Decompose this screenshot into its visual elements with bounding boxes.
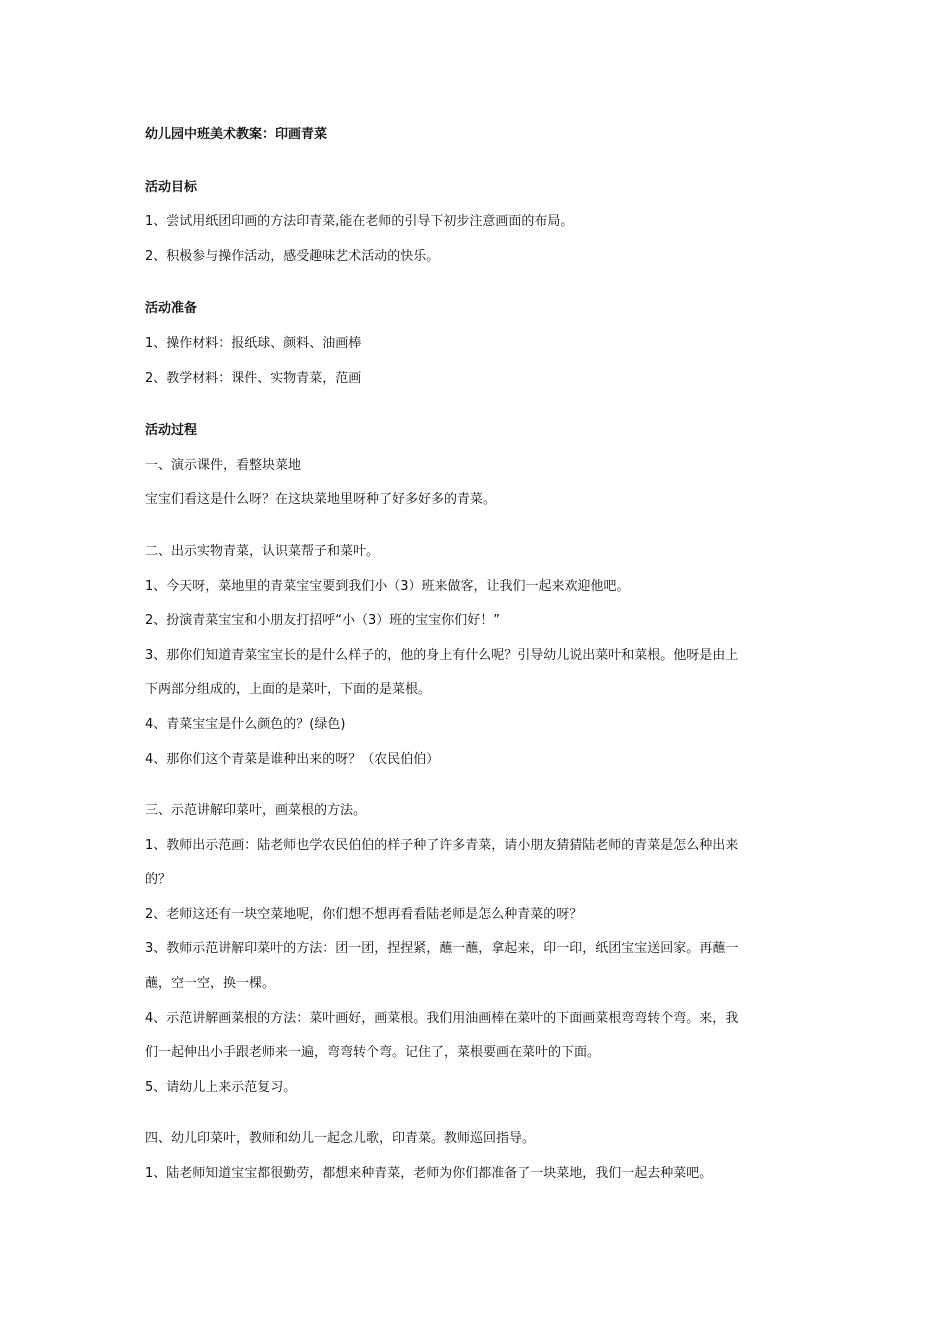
- document-title: 幼儿园中班美术教案：印画青菜: [145, 127, 328, 142]
- prep-item: 2、教学材料：课件、实物青菜，范画: [145, 370, 362, 386]
- process-line: 4、示范讲解画菜根的方法：菜叶画好，画菜根。我们用油画棒在菜叶的下面画菜根弯弯转个弯。来，我: [145, 1010, 739, 1026]
- process-line: 们一起伸出小手跟老师来一遍，弯弯转个弯。记住了，菜根要画在菜叶的下面。: [145, 1045, 601, 1061]
- process-line: 5、请幼儿上来示范复习。: [145, 1079, 297, 1095]
- goal-item: 1、尝试用纸团印画的方法印青菜,能在老师的引导下初步注意画面的布局。: [145, 214, 574, 230]
- process-line: 的？: [145, 872, 172, 888]
- process-line: 4、那你们这个青菜是谁种出来的呀？（农民伯伯）: [145, 751, 440, 767]
- section-heading-process: 活动过程: [145, 423, 198, 439]
- process-line: 1、陆老师知道宝宝都很勤劳，都想来种青菜，老师为你们都准备了一块菜地，我们一起去种菜吧。: [145, 1166, 713, 1182]
- process-part-title: 四、幼儿印菜叶，教师和幼儿一起念儿歌，印青菜。教师巡回指导。: [145, 1131, 536, 1147]
- process-line: 2、老师这还有一块空菜地呢，你们想不想再看看陆老师是怎么种青菜的呀？: [145, 906, 583, 922]
- section-heading-prep: 活动准备: [145, 301, 198, 317]
- process-part-title: 一、演示课件，看整块菜地: [145, 457, 302, 473]
- process-line: 4、青菜宝宝是什么颜色的？(绿色): [145, 716, 346, 732]
- process-line: 蘸，空一空，换一棵。: [145, 976, 276, 992]
- process-part-title: 三、示范讲解印菜叶，画菜根的方法。: [145, 803, 367, 819]
- prep-item: 1、操作材料：报纸球、颜料、油画棒: [145, 335, 362, 351]
- goal-item: 2、积极参与操作活动，感受趣味艺术活动的快乐。: [145, 248, 440, 264]
- section-heading-goals: 活动目标: [145, 179, 198, 195]
- process-line: 1、教师出示范画：陆老师也学农民伯伯的样子种了许多青菜，请小朋友猜猜陆老师的青菜是怎么种出来: [145, 837, 739, 853]
- document-page: [145, 118, 810, 1192]
- process-part-title: 二、出示实物青菜，认识菜帮子和菜叶。: [145, 543, 380, 559]
- process-line: 下两部分组成的，上面的是菜叶，下面的是菜根。: [145, 682, 432, 698]
- process-line: 宝宝们看这是什么呀？在这块菜地里呀种了好多好多的青菜。: [145, 492, 497, 508]
- process-line: 2、扮演青菜宝宝和小朋友打招呼“小（3）班的宝宝你们好！”: [145, 613, 501, 629]
- process-line: 3、教师示范讲解印菜叶的方法：团一团，捏捏紧，蘸一蘸，拿起来，印一印，纸团宝宝送回家。再蘸一: [145, 941, 739, 957]
- process-line: 3、那你们知道青菜宝宝长的是什么样子的，他的身上有什么呢？引导幼儿说出菜叶和菜根。他呀是由上: [145, 647, 739, 663]
- process-line: 1、今天呀，菜地里的青菜宝宝要到我们小（3）班来做客，让我们一起来欢迎他吧。: [145, 578, 630, 594]
